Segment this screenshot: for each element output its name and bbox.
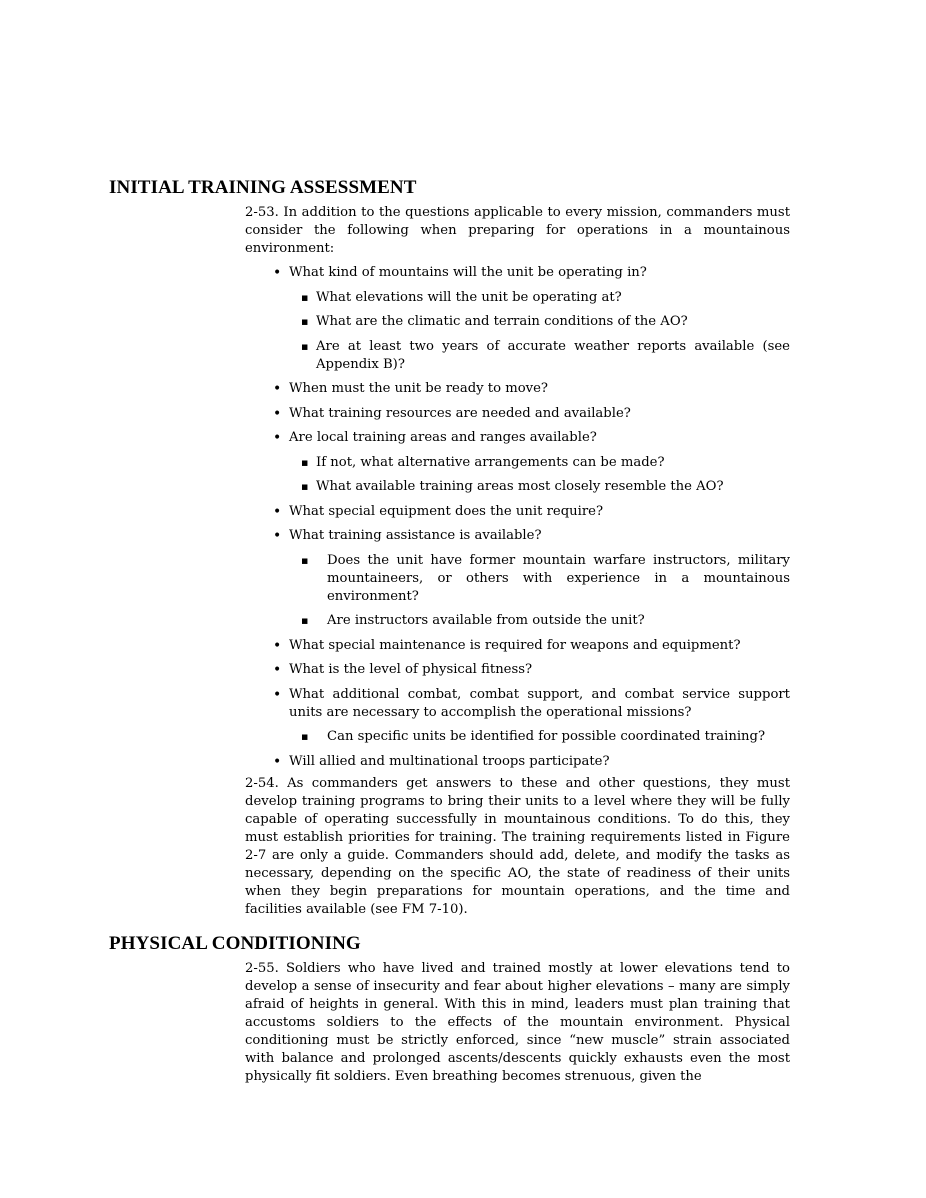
list-item-text: What is the level of physical fitness?: [289, 662, 533, 677]
sub-list-item: [289, 728, 790, 746]
list-item: [245, 380, 790, 398]
list-item: [245, 753, 790, 771]
sub-question-list: [289, 728, 790, 746]
bullet-icon: •: [273, 381, 282, 397]
bullet-icon: •: [273, 265, 282, 281]
list-item-text: What kind of mountains will the unit be operating in?: [289, 265, 647, 280]
square-bullet-icon: ▪: [301, 553, 309, 567]
list-item-text: Are local training areas and ranges available?: [289, 430, 597, 445]
list-item-text: Will allied and multinational troops participate?: [289, 753, 610, 769]
bullet-icon: •: [273, 662, 282, 678]
list-item-text: When must the unit be ready to move?: [289, 381, 548, 396]
section-heading-initial-training-assessment: INITIAL TRAINING ASSESSMENT: [109, 177, 417, 198]
sub-list-item: [289, 313, 790, 331]
list-item-text: What special equipment does the unit require?: [289, 503, 604, 519]
list-item: [245, 637, 790, 655]
square-bullet-icon: ▪: [301, 480, 309, 493]
section-body-initial-training-assessment: [245, 204, 790, 777]
square-bullet-icon: ▪: [301, 614, 309, 627]
list-item: [245, 429, 790, 496]
sub-list-item: [289, 552, 790, 606]
bullet-icon: •: [273, 405, 282, 422]
sub-list-item-text: Can specific units be identified for possible coordinated training?: [327, 729, 766, 744]
sub-question-list: [289, 454, 790, 497]
sub-list-item-text: What elevations will the unit be operating at?: [316, 289, 622, 305]
section-heading-physical-conditioning: PHYSICAL CONDITIONING: [109, 933, 361, 954]
list-item: [245, 264, 790, 374]
bullet-icon: •: [273, 637, 282, 654]
bullet-icon: •: [273, 753, 282, 770]
paragraph-2-54: 2-54. As commanders get answers to these and other questions, they must develop training programs to bring their units to a level where they will be fully capable of operating successfully in mountainous conditions. To do this, they must establish priorities for training. The training requirements listed in Figure 2-7 are only a guide. Commanders should add, delete, and modify the tasks as necessary, depending on the specific AO, the state of readiness of their units when they begin preparations for mountain operations, and the time and facilities available (see FM 7-10).: [245, 776, 790, 917]
bullet-icon: •: [273, 430, 282, 446]
list-item: [245, 527, 790, 630]
sub-list-item: [289, 478, 790, 496]
question-list: [245, 264, 790, 771]
sub-question-list: [289, 552, 790, 631]
sub-list-item-text: What available training areas most closely resemble the AO?: [316, 479, 724, 494]
sub-list-item-text: Are at least two years of accurate weather reports available (see Appendix B)?: [316, 338, 790, 372]
sub-question-list: [289, 289, 790, 374]
sub-list-item-text: What are the climatic and terrain conditions of the AO?: [316, 314, 688, 329]
bullet-icon: •: [273, 528, 282, 544]
sub-list-item-text: If not, what alternative arrangements can be made?: [316, 454, 665, 470]
sub-list-item: [289, 454, 790, 472]
list-item: [245, 661, 790, 679]
square-bullet-icon: ▪: [301, 315, 309, 328]
list-item-text: What training resources are needed and available?: [289, 405, 631, 421]
square-bullet-icon: ▪: [301, 339, 309, 353]
paragraph-2-55: 2-55. Soldiers who have lived and trained mostly at lower elevations tend to develop a sense of insecurity and fear about higher elevations – many are simply afraid of heights in general. With this in mind, leaders must plan training that accustoms soldiers to the effects of the mountain environment. Physical conditioning must be strictly enforced, since “new muscle” strain associated with balance and prolonged ascents/descents quickly exhausts even the most physically fit soldiers. Even breathing becomes strenuous, given the: [245, 961, 790, 1084]
bullet-icon: •: [273, 503, 282, 520]
sub-list-item: [289, 289, 790, 307]
sub-list-item: [289, 612, 790, 630]
list-item-text: What special maintenance is required for weapons and equipment?: [289, 637, 741, 653]
bullet-icon: •: [273, 686, 282, 703]
square-bullet-icon: ▪: [301, 290, 309, 304]
sub-list-item-text: Are instructors available from outside the unit?: [327, 613, 645, 628]
paragraph-2-53: 2-53. In addition to the questions applicable to every mission, commanders must consider the following when preparing for operations in a mountainous environment:: [245, 205, 790, 256]
list-item-text: What training assistance is available?: [289, 528, 542, 543]
square-bullet-icon: ▪: [301, 730, 309, 743]
list-item: [245, 686, 790, 747]
list-item: [245, 503, 790, 521]
square-bullet-icon: ▪: [301, 455, 309, 469]
list-item: [245, 405, 790, 423]
sub-list-item-text: Does the unit have former mountain warfare instructors, military mountaineers, or others with experience in a mountainous environment?: [327, 552, 790, 604]
sub-list-item: [289, 338, 790, 374]
list-item-text: What additional combat, combat support, and combat service support units are necessary to accomplish the operational missions?: [289, 686, 790, 720]
